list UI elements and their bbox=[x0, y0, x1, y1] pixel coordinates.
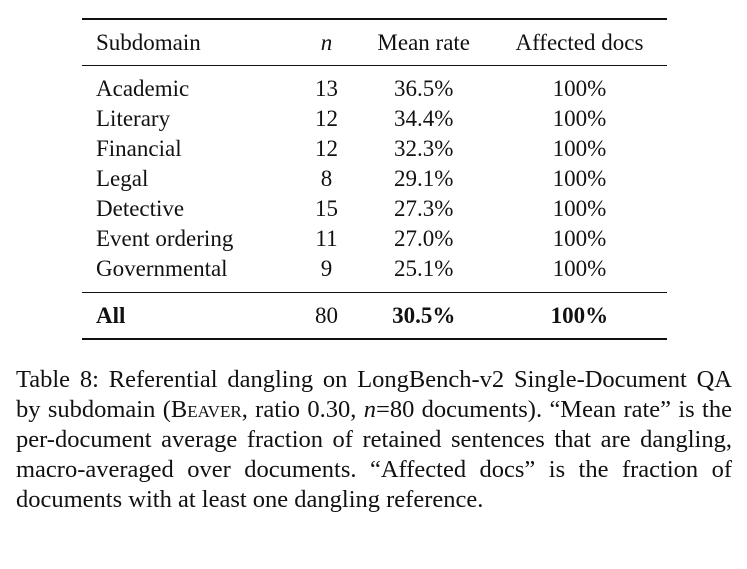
cell-n: 15 bbox=[315, 196, 338, 221]
cell-n: 11 bbox=[315, 226, 338, 251]
caption-n-symbol: n bbox=[363, 396, 376, 423]
cell-affected: 100% bbox=[552, 196, 607, 221]
total-affected: 100% bbox=[550, 302, 609, 328]
total-n: 80 bbox=[315, 302, 338, 328]
cell-subdomain: Governmental bbox=[96, 256, 228, 281]
cell-mean-rate: 34.4% bbox=[394, 106, 454, 131]
caption-part3: =80 documents). “Mean rate” is the per-document average fraction of retained sentences that are dangling, macro-averaged over documents. “Affected docs” is the fraction of documents with at least one dangling reference. bbox=[16, 396, 732, 513]
table-row bbox=[82, 164, 667, 194]
cell-n: 8 bbox=[320, 166, 333, 191]
header-subdomain: Subdomain bbox=[96, 29, 201, 55]
cell-mean-rate: 29.1% bbox=[394, 166, 454, 191]
table-row bbox=[82, 134, 667, 164]
header-mean-rate: Mean rate bbox=[377, 29, 471, 55]
table-body bbox=[82, 66, 667, 293]
table-row bbox=[82, 224, 667, 254]
cell-n: 13 bbox=[315, 76, 338, 101]
table-header bbox=[82, 19, 667, 66]
cell-affected: 100% bbox=[552, 256, 607, 281]
cell-mean-rate: 25.1% bbox=[394, 256, 454, 281]
caption-method: Beaver bbox=[170, 396, 242, 423]
header-affected-docs: Affected docs bbox=[515, 29, 644, 55]
caption-part2: , ratio 0.30, bbox=[241, 396, 364, 423]
table-row bbox=[82, 66, 667, 105]
cell-subdomain: Detective bbox=[96, 196, 185, 221]
cell-affected: 100% bbox=[552, 136, 607, 161]
cell-mean-rate: 36.5% bbox=[394, 76, 454, 101]
table-row bbox=[82, 194, 667, 224]
table-row bbox=[82, 104, 667, 134]
table-caption bbox=[16, 365, 732, 515]
cell-affected: 100% bbox=[552, 166, 607, 191]
cell-affected: 100% bbox=[552, 226, 607, 251]
cell-n: 12 bbox=[315, 106, 338, 131]
caption-part1: Table 8: Referential dangling on LongBench-v2 Single-Document QA by subdomain ( bbox=[16, 366, 732, 423]
cell-affected: 100% bbox=[552, 76, 607, 101]
table-row bbox=[82, 254, 667, 293]
cell-subdomain: Financial bbox=[96, 136, 182, 161]
cell-subdomain: Academic bbox=[96, 76, 190, 101]
cell-subdomain: Literary bbox=[96, 106, 171, 131]
cell-n: 9 bbox=[320, 256, 333, 281]
cell-affected: 100% bbox=[552, 106, 607, 131]
cell-subdomain: Legal bbox=[96, 166, 149, 191]
cell-mean-rate: 27.0% bbox=[394, 226, 454, 251]
total-mean-rate: 30.5% bbox=[392, 302, 456, 328]
results-table bbox=[82, 18, 667, 340]
cell-mean-rate: 27.3% bbox=[394, 196, 454, 221]
total-row bbox=[82, 293, 667, 340]
header-row bbox=[82, 19, 667, 66]
cell-subdomain: Event ordering bbox=[96, 226, 234, 251]
header-n: n bbox=[320, 29, 333, 55]
results-table-container bbox=[82, 18, 667, 340]
table-footer bbox=[82, 293, 667, 340]
caption-text bbox=[16, 365, 732, 515]
cell-mean-rate: 32.3% bbox=[394, 136, 454, 161]
cell-n: 12 bbox=[315, 136, 338, 161]
total-subdomain: All bbox=[96, 302, 126, 328]
